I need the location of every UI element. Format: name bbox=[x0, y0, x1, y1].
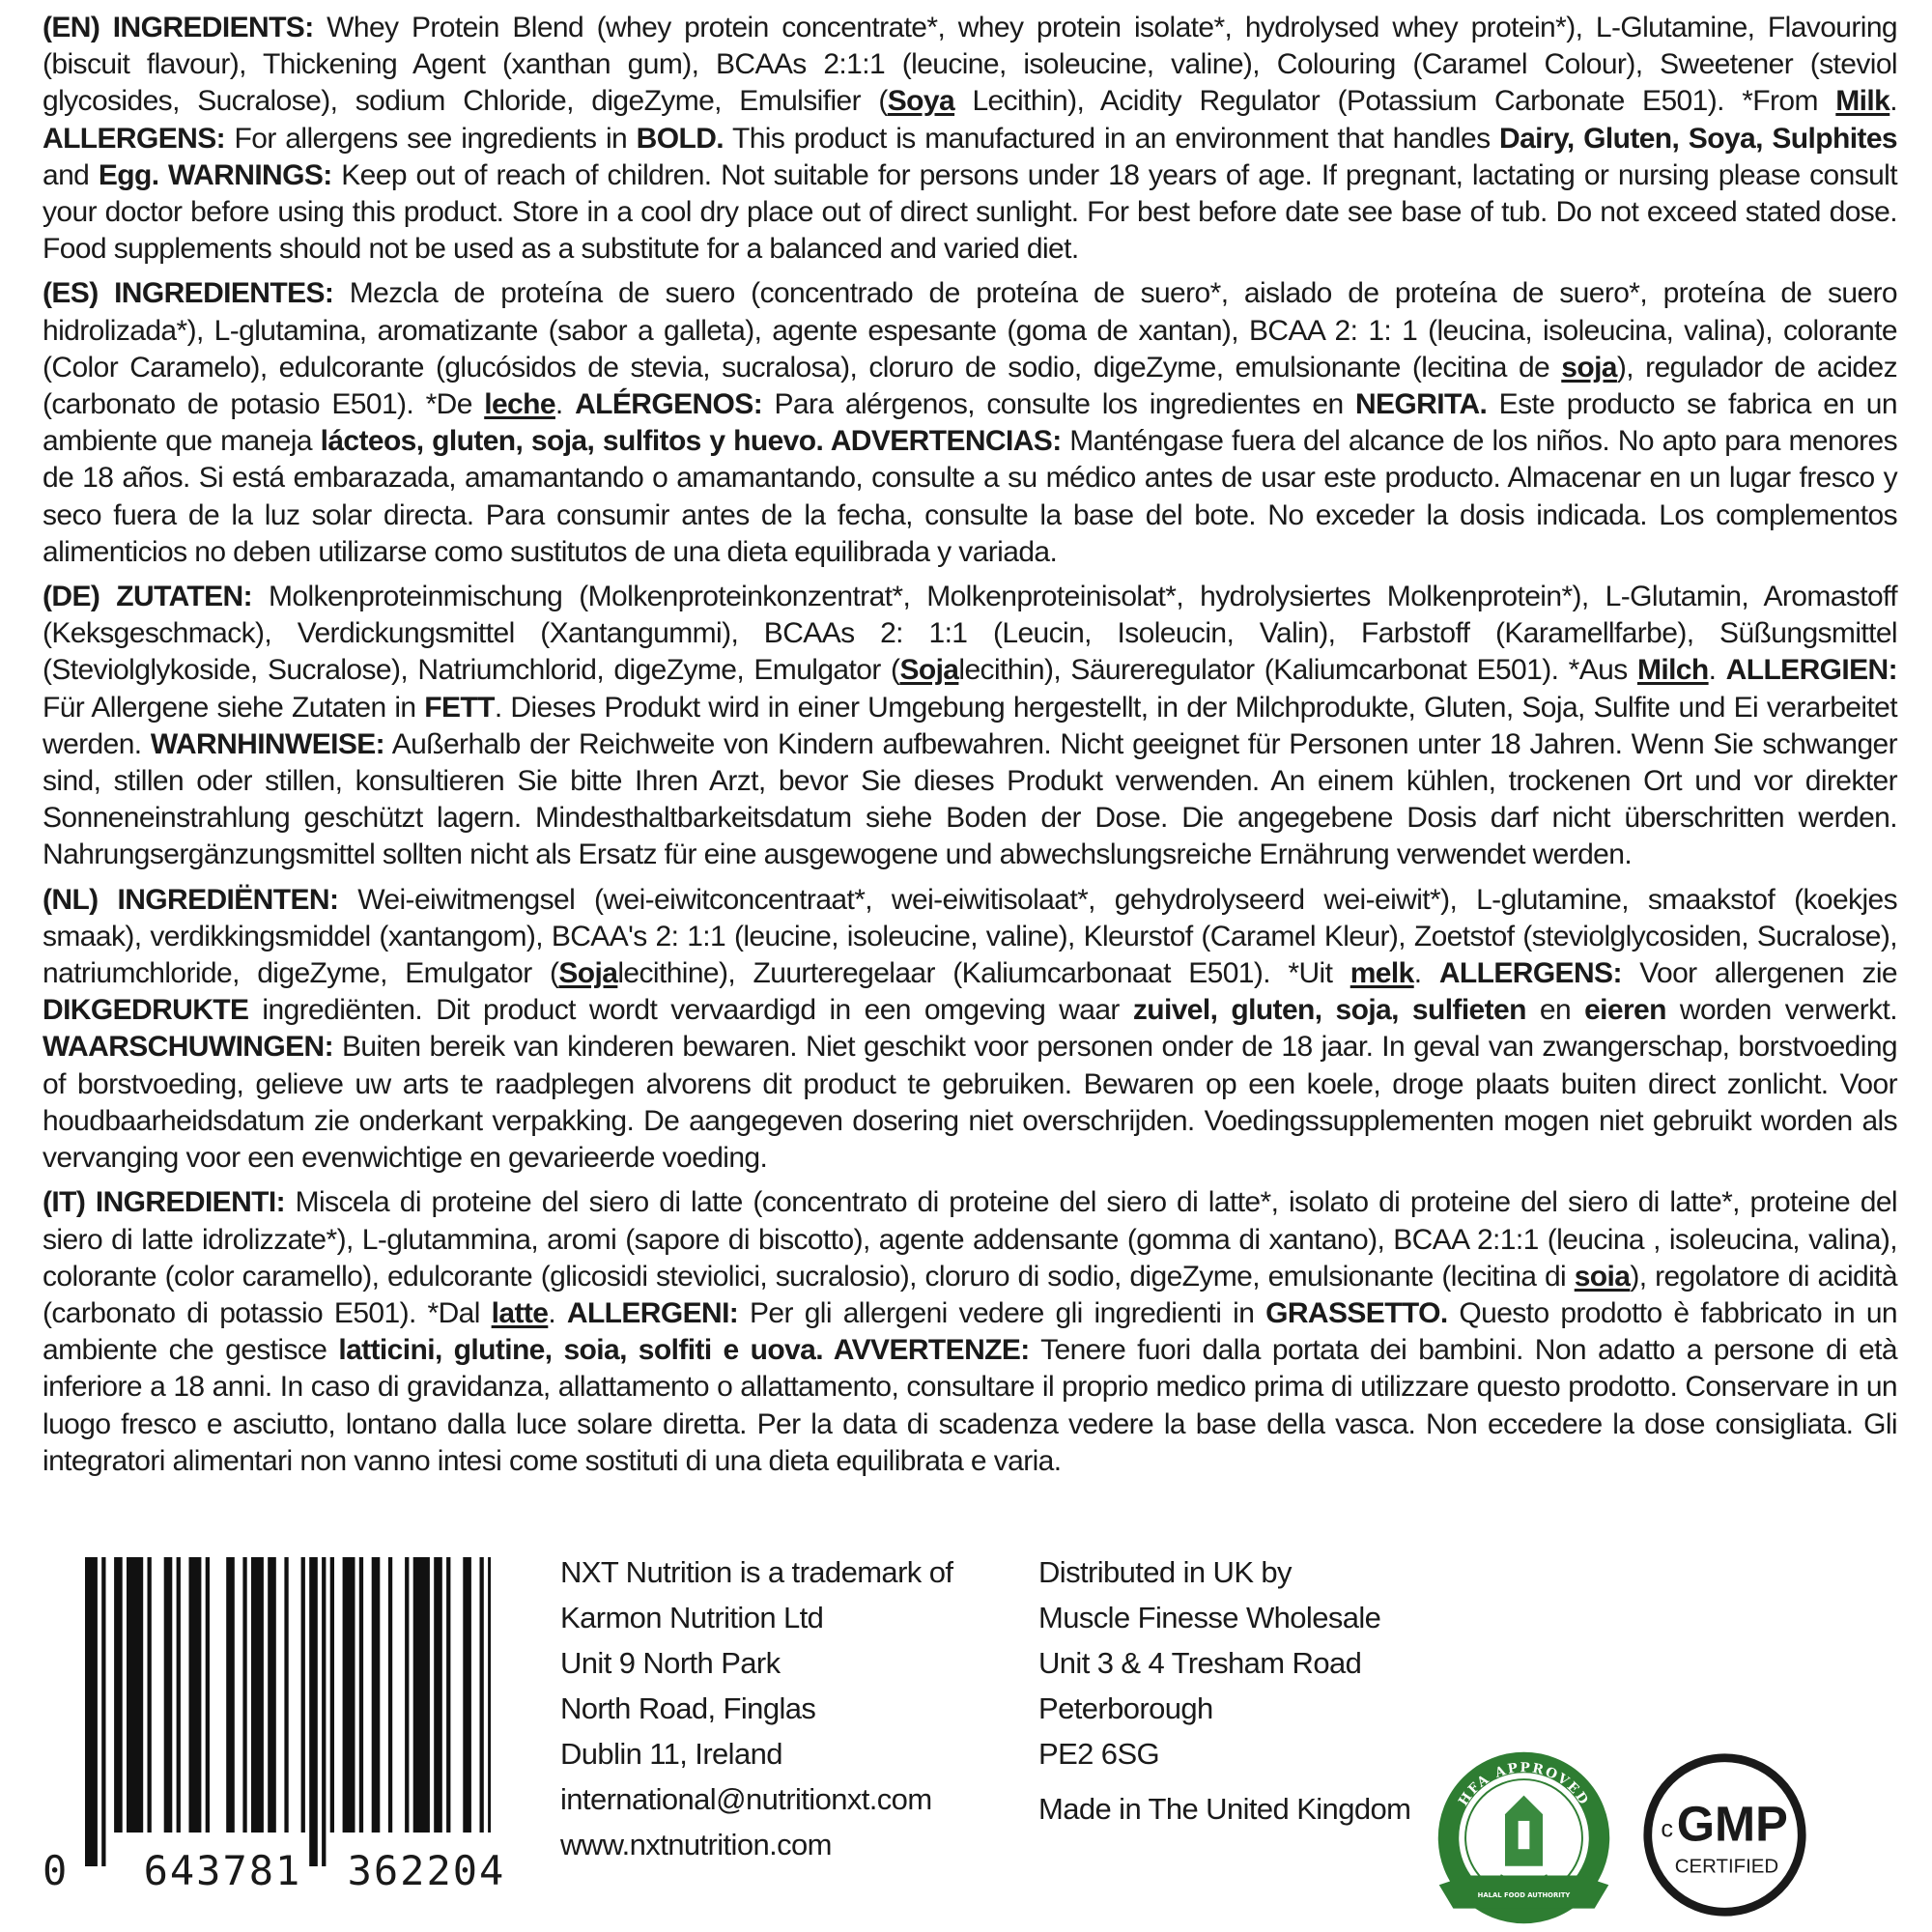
body-text: ), regulador de acidez (carbonato de potasio E501). *De bbox=[43, 351, 1897, 421]
allergen-highlight: leche bbox=[484, 388, 555, 421]
barcode-digits bbox=[43, 1847, 506, 1894]
halal-top-text: HFA APPROVED bbox=[1455, 1760, 1593, 1809]
body-text: Este producto se fabrica en un ambiente que maneja bbox=[43, 388, 1897, 458]
body-text: For allergens see ingredients in bbox=[225, 122, 637, 155]
gmp-main: GMP bbox=[1676, 1796, 1788, 1852]
cgmp-certified-logo bbox=[1640, 1750, 1809, 1919]
distributor-line: PE2 6SG bbox=[1038, 1737, 1160, 1771]
body-text: Tenere fuori dalla portata dei bambini. Non adatto a persone di età inferiore a 18 anni. In caso di gravidanza, allattamento o allattamento, consultare il proprio medico prima di utilizzare questo prodotto. Conservare in un luogo fresco e asciutto, lontano dalla luce solare diretta. Per la data di scadenza vedere la base della vasca. Non eccedere la dose consigliata. Gli integratori alimentari non vanno intesi come sostituti di una dieta equilibrata e varia. bbox=[43, 1334, 1897, 1477]
section-it bbox=[43, 1184, 1897, 1480]
body-text: ), regolatore di acidità (carbonato di potassio E501). *Dal bbox=[43, 1260, 1897, 1329]
body-text: Questo prodotto è fabbricato in un ambiente che gestisce bbox=[43, 1296, 1898, 1367]
barcode-bar bbox=[372, 1557, 381, 1833]
body-text: . bbox=[554, 388, 576, 421]
barcode-bar bbox=[480, 1557, 484, 1833]
allergen-highlight: latte bbox=[491, 1296, 549, 1329]
bold-text: Egg. WARNINGS: bbox=[98, 158, 332, 191]
body-text: Für Allergene siehe Zutaten in bbox=[43, 691, 425, 724]
body-text: Mezcla de proteína de suero (concentrado de proteína de suero*, aislado de proteína de suero*, proteína de suero hidrolizada*), L-glutamina, aromatizante (sabor a galleta), agente espesante (goma de xantan), BCAA 2: 1: 1 (leucina, isoleucina, valina), colorante (Color Caramelo), edulcorante (glucósidos de stevia, sucralosa), cloruro de sodio, digeZyme, emulsionante (lecitina de bbox=[43, 277, 1897, 384]
barcode-bar bbox=[114, 1557, 123, 1833]
barcode-bar bbox=[85, 1557, 98, 1866]
barcode-bar bbox=[127, 1557, 143, 1833]
bold-text: lácteos, gluten, soja, sulfitos y huevo. ADVERTENCIAS: bbox=[320, 425, 1062, 458]
bold-text: ALLERGENI: bbox=[566, 1296, 739, 1329]
barcode-bar bbox=[463, 1557, 471, 1833]
barcode-bar bbox=[359, 1557, 363, 1833]
body-text: . bbox=[1413, 957, 1439, 990]
barcode-bar bbox=[343, 1557, 355, 1833]
distributor-line: Distributed in UK by bbox=[1038, 1555, 1292, 1589]
body-text: Außerhalb der Reichweite von Kindern aufbewahren. Nicht geeignet für Personen unter 18 Jahren. Wenn Sie schwanger sind, stillen oder stillen, konsultieren Sie bitte Ihren Arzt, bevor Sie dieses Produkt verwenden. An einem kühlen, trockenen Ort und vor direkter Sonneneinstrahlung geschützt lagern. Mindesthaltbarkeitsdatum siehe Boden der Dose. Die angegebene Dosis darf nicht überschritten werden. Nahrungsergänzungsmittel sollten nicht als Ersatz für eine ausgewogene und abwechslungsreiche Ernährung verwendet werden. bbox=[43, 727, 1898, 871]
allergen-highlight: soja bbox=[1561, 351, 1617, 384]
trademark-line: Karmon Nutrition Ltd bbox=[560, 1601, 824, 1634]
bold-text: ALLERGIEN: bbox=[1725, 654, 1897, 687]
allergen-highlight: Milk bbox=[1835, 85, 1890, 118]
barcode-left-digits: 643781 bbox=[143, 1847, 302, 1894]
barcode-bar bbox=[309, 1557, 318, 1866]
barcode bbox=[43, 1557, 506, 1894]
bold-text: (NL) INGREDIËNTEN: bbox=[43, 883, 339, 916]
bold-text: NEGRITA. bbox=[1354, 388, 1488, 421]
trademark-website: www.nxtnutrition.com bbox=[560, 1828, 832, 1861]
barcode-bars bbox=[85, 1557, 491, 1866]
body-text: en bbox=[1525, 994, 1585, 1027]
barcode-bar bbox=[226, 1557, 235, 1833]
barcode-right-digits: 362204 bbox=[347, 1847, 506, 1894]
allergen-highlight: Milch bbox=[1636, 654, 1709, 687]
body-text: Per gli allergeni vedere gli ingredienti in bbox=[738, 1296, 1266, 1329]
body-text: lecithin), Säureregulator (Kaliumcarbonat E501). *Aus bbox=[958, 654, 1637, 687]
barcode-bar bbox=[177, 1557, 181, 1833]
barcode-bar bbox=[446, 1557, 450, 1833]
barcode-bar bbox=[434, 1557, 442, 1833]
barcode-bar bbox=[148, 1557, 152, 1833]
body-text: Lecithin), Acidity Regulator (Potassium Carbonate E501). *From bbox=[954, 85, 1836, 118]
gmp-sub: CERTIFIED bbox=[1674, 1856, 1779, 1878]
body-text: Keep out of reach of children. Not suitable for persons under 18 years of age. If pregnant, lactating or nursing please consult your doctor before using this product. Store in a cool dry place out of direct sunlight. For best before date see base of tub. Do not exceed stated dose. Food supplements should not be used as a substitute for a balanced and varied diet. bbox=[43, 158, 1897, 266]
barcode-bar bbox=[189, 1557, 202, 1833]
distributor-address bbox=[1038, 1549, 1410, 1832]
distributor-line: Muscle Finesse Wholesale bbox=[1038, 1601, 1381, 1634]
barcode-bar bbox=[164, 1557, 173, 1833]
body-text: ingrediënten. Dit product wordt vervaardigd in een omgeving waar bbox=[248, 994, 1133, 1027]
bold-text: DIKGEDRUKTE bbox=[43, 994, 249, 1027]
barcode-bar bbox=[405, 1557, 409, 1833]
barcode-bar bbox=[301, 1557, 305, 1833]
bold-text: ALLERGENS: bbox=[43, 122, 226, 155]
body-text: worden verwerkt. bbox=[1665, 994, 1897, 1027]
bold-text: WARNHINWEISE: bbox=[150, 727, 385, 760]
trademark-line: NXT Nutrition is a trademark of bbox=[560, 1555, 953, 1589]
body-text: Voor allergenen zie bbox=[1621, 957, 1897, 990]
body-text: lecithine), Zuurteregelaar (Kaliumcarbonaat E501). *Uit bbox=[617, 957, 1350, 990]
bold-text: (EN) INGREDIENTS: bbox=[43, 12, 314, 43]
body-text: Miscela di proteine del siero di latte (concentrato di proteine del siero di latte*, isolato di proteine del siero di latte*, proteine del siero di latte idrolizzate*), L-glutammina, aromi (sapore di biscotto), agente addensante (gomma di xantano), BCAA 2:1:1 (leucina , isoleucina, valina), colorante (color caramello), edulcorante (glicosidi steviolici, sucralosio), cloruro di sodio, digeZyme, emulsionante (lecitina di bbox=[43, 1186, 1897, 1293]
bold-text: eieren bbox=[1584, 994, 1666, 1027]
bold-text: (DE) ZUTATEN: bbox=[43, 581, 252, 613]
section-en bbox=[43, 10, 1897, 268]
barcode-lead-digit: 0 bbox=[43, 1847, 70, 1894]
body-text: Wei-eiwitmengsel (wei-eiwitconcentraat*, wei-eiwitisolaat*, gehydrolyseerd wei-eiwit*), L-glutamine, smaakstof (koekjes smaak), verdikkingsmiddel (xantangom), BCAA's 2: 1:1 (leucine, isoleucine, valine), Kleurstof (Caramel Kleur), Zoetstof (steviolglycosiden, Sucralose), natriumchloride, digeZyme, Emulgator ( bbox=[43, 883, 1897, 990]
barcode-bar bbox=[413, 1557, 430, 1833]
trademark-line: North Road, Finglas bbox=[560, 1691, 816, 1725]
bold-text: (IT) INGREDIENTI: bbox=[43, 1186, 285, 1219]
body-text: . Dieses Produkt wird in einer Umgebung hergestellt, in der Milchprodukte, Gluten, Soja, Sulfite und Ei verarbeitet werden. bbox=[43, 691, 1897, 760]
section-nl bbox=[43, 882, 1897, 1178]
halal-bottom-text: HALAL FOOD AUTHORITY bbox=[1477, 1890, 1571, 1899]
barcode-bar bbox=[101, 1557, 105, 1866]
body-text: and bbox=[43, 158, 99, 191]
trademark-email: international@nutritionxt.com bbox=[560, 1782, 932, 1816]
bold-text: FETT bbox=[424, 691, 495, 724]
barcode-bar bbox=[388, 1557, 392, 1833]
bold-text: zuivel, gluten, soja, sulfieten bbox=[1132, 994, 1526, 1027]
barcode-bar bbox=[206, 1557, 210, 1833]
barcode-bar bbox=[284, 1557, 288, 1833]
trademark-line: Dublin 11, Ireland bbox=[560, 1737, 782, 1771]
allergen-highlight: Soja bbox=[899, 654, 959, 687]
section-de bbox=[43, 579, 1897, 874]
barcode-bar bbox=[322, 1557, 326, 1866]
distributor-line: Peterborough bbox=[1038, 1691, 1213, 1725]
bold-text: (ES) INGREDIENTES: bbox=[43, 277, 334, 310]
barcode-bar bbox=[251, 1557, 264, 1833]
body-text: Molkenproteinmischung (Molkenproteinkonzentrat*, Molkenproteinisolat*, hydrolysiertes Molkenprotein*), L-Glutamin, Aromastoff (Keksgeschmack), Verdickungsmittel (Xantangummi), BCAAs 2: 1:1 (Leucin, Isoleucin, Valin), Farbstoff (Karamellfarbe), Süßungsmittel (Steviolglykoside, Sucralose), Natriumchlorid, digeZyme, Emulgator ( bbox=[43, 581, 1897, 687]
bold-text: ALÉRGENOS: bbox=[575, 388, 763, 421]
allergen-highlight: melk bbox=[1350, 957, 1414, 990]
barcode-bar bbox=[268, 1557, 276, 1833]
body-text: Whey Protein Blend (whey protein concentrate*, whey protein isolate*, hydrolysed whey protein*), L-Glutamine, Flavouring (biscuit flavour), Thickening Agent (xanthan gum), BCAAs 2:1:1 (leucine, isoleucine, valine), Colouring (Caramel Colour), Sweetener (steviol glycosides, Sucralose), sodium Chloride, digeZyme, Emulsifier ( bbox=[43, 12, 1897, 118]
body-text: . bbox=[1889, 85, 1897, 118]
bold-text: ALLERGENS: bbox=[1438, 957, 1622, 990]
barcode-bar bbox=[330, 1557, 334, 1833]
body-text: Buiten bereik van kinderen bewaren. Niet geschikt voor personen onder de 18 jaar. In geval van zwangerschap, borstvoeding of borstvoeding, gelieve uw arts te raadplegen alvorens dit product te gebruiken. Bewaren op een koele, droge plaats buiten direct zonlicht. Voor houdbaarheidsdatum zie onderkant verpakking. De aangegeven dosering niet overschrijden. Voedingssupplementen mogen niet gebruikt worden als vervanging voor een evenwichtige en gevarieerde voeding. bbox=[43, 1031, 1897, 1175]
trademark-line: Unit 9 North Park bbox=[560, 1646, 781, 1680]
bold-text: BOLD. bbox=[636, 122, 724, 155]
bold-text: latticini, glutine, soia, solfiti e uova. AVVERTENZE: bbox=[338, 1334, 1030, 1367]
body-text: . bbox=[1708, 654, 1726, 687]
body-text: Manténgase fuera del alcance de los niños. No apto para menores de 18 años. Si está embarazada, amamantando o amamantando, consulte a su médico antes de usar este producto. Almacenar en un lugar fresco y seco fuera de la luz solar directa. Para consumir antes de la fecha, consulte la base del bote. No exceder la dosis indicada. Los complementos alimenticios no deben utilizarse como sustitutos de una dieta equilibrada y variada. bbox=[43, 425, 1898, 568]
body-text: This product is manufactured in an environment that handles bbox=[724, 122, 1500, 155]
barcode-bar bbox=[488, 1557, 491, 1833]
halal-approved-logo bbox=[1430, 1744, 1618, 1932]
bold-text: WAARSCHUWINGEN: bbox=[43, 1031, 333, 1064]
body-text: . bbox=[548, 1296, 567, 1329]
distributor-line: Unit 3 & 4 Tresham Road bbox=[1038, 1646, 1362, 1680]
trademark-address bbox=[560, 1549, 952, 1867]
allergen-highlight: Soja bbox=[558, 957, 618, 990]
body-text: Para alérgenos, consulte los ingredientes en bbox=[762, 388, 1355, 421]
ingredients-text bbox=[43, 10, 1897, 1488]
section-es bbox=[43, 275, 1897, 571]
made-in: Made in The United Kingdom bbox=[1038, 1792, 1411, 1826]
allergen-highlight: soia bbox=[1574, 1260, 1631, 1293]
bold-text: Dairy, Gluten, Soya, Sulphites bbox=[1499, 122, 1897, 155]
allergen-highlight: Soya bbox=[887, 85, 955, 118]
barcode-bar bbox=[242, 1557, 246, 1833]
gmp-prefix: c bbox=[1661, 1815, 1674, 1843]
bold-text: GRASSETTO. bbox=[1265, 1296, 1448, 1329]
